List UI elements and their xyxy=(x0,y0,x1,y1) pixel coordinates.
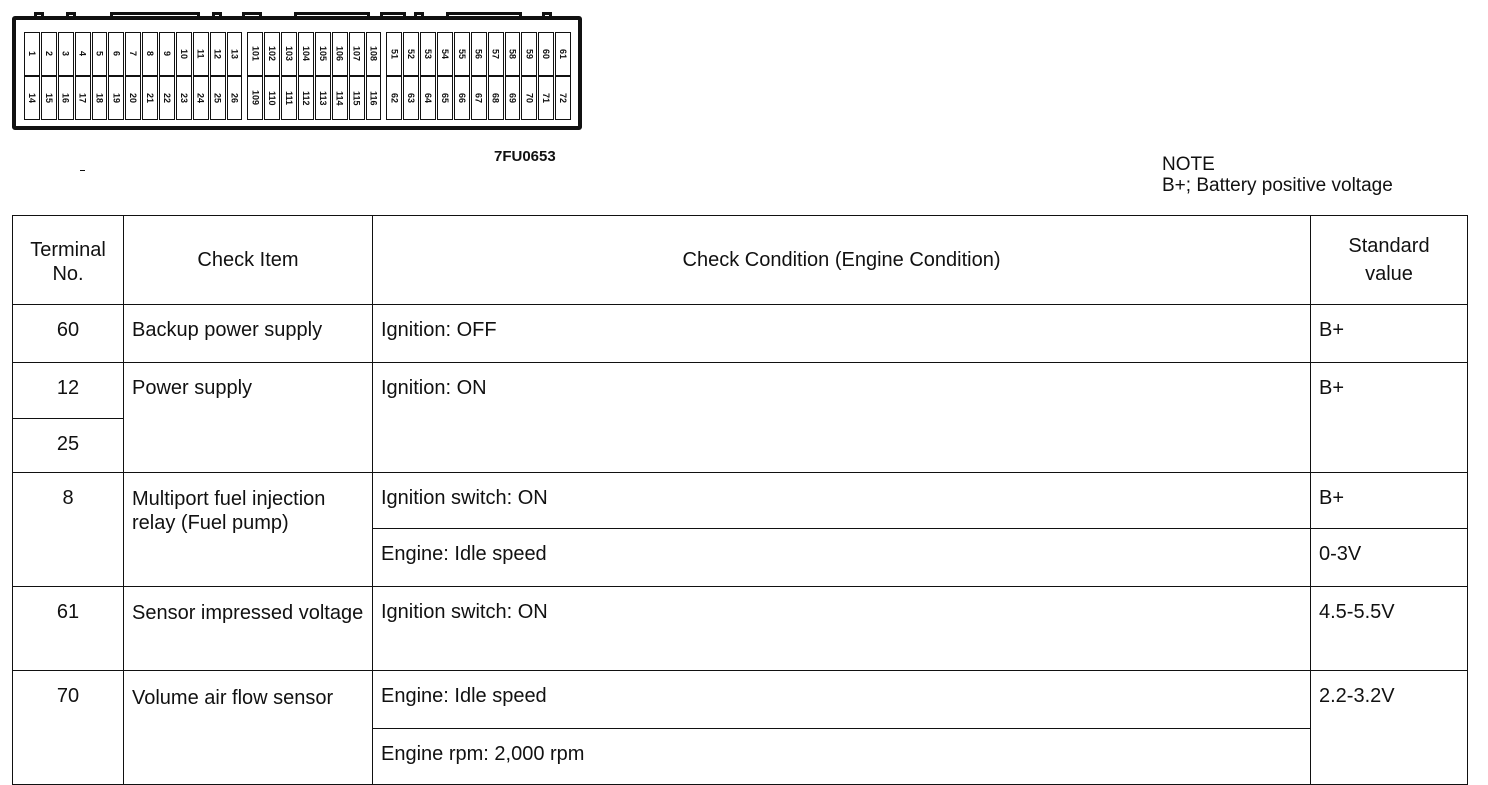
connector-pin: 16 xyxy=(58,76,74,120)
connector-pin: 11 xyxy=(193,32,209,76)
connector-pin: 71 xyxy=(538,76,554,120)
check-item-cell: Volume air flow sensor xyxy=(124,671,373,785)
connector-pin: 19 xyxy=(108,76,124,120)
connector-pin-row-bottom xyxy=(24,76,572,120)
terminal-cell: 8 xyxy=(13,473,124,587)
connector-pin: 2 xyxy=(41,32,57,76)
check-item-cell: Power supply xyxy=(124,363,373,473)
connector-tab xyxy=(212,12,222,20)
connector-pin: 66 xyxy=(454,76,470,120)
connector-pin: 109 xyxy=(247,76,263,120)
connector-pin: 111 xyxy=(281,76,297,120)
table-row xyxy=(13,587,1468,671)
connector-pin: 55 xyxy=(454,32,470,76)
connector-pin: 112 xyxy=(298,76,314,120)
connector-pin: 10 xyxy=(176,32,192,76)
header-standard-line2: value xyxy=(1365,263,1413,285)
value-cell: B+ xyxy=(1311,473,1468,529)
connector-tab xyxy=(414,12,424,20)
connector-tab xyxy=(542,12,552,20)
header-check-item: Check Item xyxy=(124,216,373,305)
connector-pin: 58 xyxy=(505,32,521,76)
connector-pin: 60 xyxy=(538,32,554,76)
connector-pin: 26 xyxy=(227,76,243,120)
connector-pin: 24 xyxy=(193,76,209,120)
condition-cell: Ignition switch: ON xyxy=(373,587,1311,671)
connector-pin: 65 xyxy=(437,76,453,120)
value-cell: 2.2-3.2V xyxy=(1311,671,1468,785)
condition-cell: Ignition switch: ON xyxy=(373,473,1311,529)
connector-pin: 62 xyxy=(386,76,402,120)
connector-pin: 14 xyxy=(24,76,40,120)
connector-pin: 104 xyxy=(298,32,314,76)
connector-pin: 21 xyxy=(142,76,158,120)
connector-pin: 25 xyxy=(210,76,226,120)
connector-tab xyxy=(242,12,262,20)
header-standard-line1: Standard xyxy=(1348,235,1430,257)
connector-pin: 22 xyxy=(159,76,175,120)
condition-cell: Engine: Idle speed xyxy=(373,671,1311,729)
connector-pin: 20 xyxy=(125,76,141,120)
header-standard-value xyxy=(1311,216,1468,305)
connector-pin: 13 xyxy=(227,32,243,76)
check-item-cell: Sensor impressed voltage xyxy=(124,587,373,671)
connector-pin: 107 xyxy=(349,32,365,76)
terminal-cell: 60 xyxy=(13,305,124,363)
connector-key xyxy=(294,12,370,20)
connector-pin: 102 xyxy=(264,32,280,76)
connector-pin: 68 xyxy=(488,76,504,120)
connector-pin-row-top xyxy=(24,32,572,76)
table-header-row xyxy=(13,216,1468,305)
connector-pin: 8 xyxy=(142,32,158,76)
connector-pin: 64 xyxy=(420,76,436,120)
connector-pin: 69 xyxy=(505,76,521,120)
connector-pin: 106 xyxy=(332,32,348,76)
header-terminal-line2: No. xyxy=(52,263,84,285)
connector-pin: 53 xyxy=(420,32,436,76)
connector-pin: 18 xyxy=(92,76,108,120)
connector-pin: 57 xyxy=(488,32,504,76)
connector-pin: 113 xyxy=(315,76,331,120)
connector-tab xyxy=(380,12,406,20)
connector-pin: 54 xyxy=(437,32,453,76)
header-check-condition: Check Condition (Engine Condition) xyxy=(373,216,1311,305)
condition-cell: Engine: Idle speed xyxy=(373,529,1311,587)
connector-pin: 17 xyxy=(75,76,91,120)
note-block xyxy=(1162,154,1393,196)
terminal-cell: 25 xyxy=(13,419,124,473)
connector-key xyxy=(110,12,200,20)
connector-pin: 115 xyxy=(349,76,365,120)
connector-pin: 110 xyxy=(264,76,280,120)
connector-pin: 61 xyxy=(555,32,571,76)
stray-mark xyxy=(80,170,85,171)
connector-pin: 114 xyxy=(332,76,348,120)
connector-pin: 5 xyxy=(92,32,108,76)
table-row xyxy=(13,305,1468,363)
connector-pin: 52 xyxy=(403,32,419,76)
connector-pin: 72 xyxy=(555,76,571,120)
connector-pin: 9 xyxy=(159,32,175,76)
note-title: NOTE xyxy=(1162,154,1215,175)
header-terminal xyxy=(13,216,124,305)
terminal-cell: 70 xyxy=(13,671,124,785)
connector-pin: 67 xyxy=(471,76,487,120)
figure-caption: 7FU0653 xyxy=(494,148,556,165)
connector-pin: 56 xyxy=(471,32,487,76)
connector-pin: 63 xyxy=(403,76,419,120)
connector-pin: 70 xyxy=(521,76,537,120)
note-text: B+; Battery positive voltage xyxy=(1162,175,1393,196)
connector-pin: 23 xyxy=(176,76,192,120)
terminal-cell: 61 xyxy=(13,587,124,671)
check-table xyxy=(12,215,1468,785)
check-item-cell: Backup power supply xyxy=(124,305,373,363)
check-item-cell: Multiport fuel injection relay (Fuel pump) xyxy=(124,473,373,587)
condition-cell: Ignition: ON xyxy=(373,363,1311,473)
table-row xyxy=(13,671,1468,729)
connector-pin: 116 xyxy=(366,76,382,120)
connector-key xyxy=(446,12,522,20)
table-row xyxy=(13,473,1468,529)
condition-cell: Engine rpm: 2,000 rpm xyxy=(373,729,1311,785)
connector-pin: 101 xyxy=(247,32,263,76)
terminal-cell: 12 xyxy=(13,363,124,419)
connector-pin: 6 xyxy=(108,32,124,76)
connector-pins xyxy=(24,32,572,120)
condition-cell: Ignition: OFF xyxy=(373,305,1311,363)
connector-pin: 7 xyxy=(125,32,141,76)
value-cell: B+ xyxy=(1311,305,1468,363)
connector-pin: 15 xyxy=(41,76,57,120)
value-cell: B+ xyxy=(1311,363,1468,473)
connector-pin: 59 xyxy=(521,32,537,76)
value-cell: 4.5-5.5V xyxy=(1311,587,1468,671)
header-terminal-line1: Terminal xyxy=(30,239,106,261)
table-row xyxy=(13,363,1468,419)
connector-tab xyxy=(34,12,44,20)
value-cell: 0-3V xyxy=(1311,529,1468,587)
connector-pin: 12 xyxy=(210,32,226,76)
connector-pin: 51 xyxy=(386,32,402,76)
connector-pin: 108 xyxy=(366,32,382,76)
connector-pin: 103 xyxy=(281,32,297,76)
connector-pin: 105 xyxy=(315,32,331,76)
connector-diagram xyxy=(12,16,582,130)
connector-pin: 4 xyxy=(75,32,91,76)
connector-pin: 3 xyxy=(58,32,74,76)
connector-pin: 1 xyxy=(24,32,40,76)
connector-tab xyxy=(66,12,76,20)
